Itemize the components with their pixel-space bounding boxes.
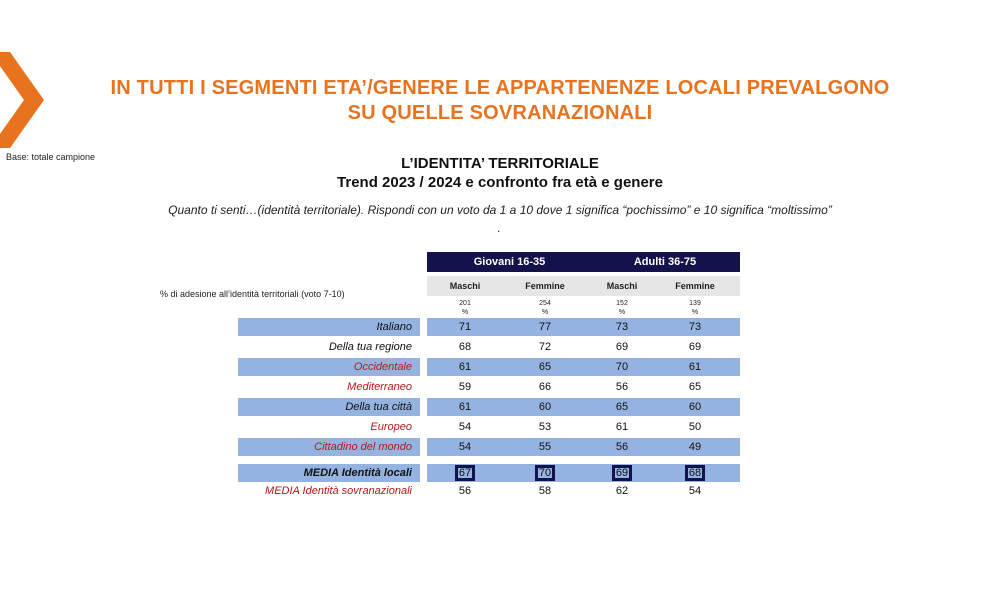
row-label: Mediterraneo: [347, 381, 412, 393]
table-cell: 69: [688, 341, 702, 353]
table-cell: 60: [538, 401, 552, 413]
row-label: Della tua città: [345, 401, 412, 413]
base-n-count: 254: [539, 300, 551, 307]
table-cell: 54: [458, 421, 472, 433]
table-cell: 68: [458, 341, 472, 353]
row-label: Europeo: [370, 421, 412, 433]
gender-head-0: Maschi: [449, 281, 481, 291]
gender-head-3: Femmine: [675, 281, 715, 291]
headline-line-1: IN TUTTI I SEGMENTI ETA’/GENERE LE APPARTENENZE LOCALI PREVALGONO: [110, 77, 890, 99]
section-title-line: L’IDENTITA’ TERRITORIALE: [401, 155, 599, 172]
row-label: MEDIA Identità locali: [303, 467, 412, 479]
base-n-unit: %: [461, 309, 469, 316]
row-label: MEDIA Identità sovranazionali: [265, 485, 412, 497]
table-cell: 61: [688, 361, 702, 373]
table-cell: 61: [615, 421, 629, 433]
section-subtitle-line: Trend 2023 / 2024 e confronto fra età e genere: [337, 174, 663, 191]
table-cell: 73: [688, 321, 702, 333]
table-cell: 56: [458, 485, 472, 497]
row-label: Occidentale: [353, 361, 412, 373]
base-n-2: [592, 299, 652, 317]
table-cell: 55: [538, 441, 552, 453]
table-cell: 65: [615, 401, 629, 413]
row-label: Italiano: [376, 321, 412, 333]
table-cell: 65: [538, 361, 552, 373]
highlight-box: [612, 465, 632, 481]
gender-head-2: Maschi: [606, 281, 638, 291]
group-header-1: Adulti 36-75: [590, 252, 740, 272]
highlight-box: [535, 465, 555, 481]
base-n-unit: %: [691, 309, 699, 316]
table-cell: 56: [615, 441, 629, 453]
table-cell: 49: [688, 441, 702, 453]
page-headline: [0, 76, 1000, 126]
base-n-3: [665, 299, 725, 317]
base-n-count: 139: [689, 300, 701, 307]
base-n-count: 152: [616, 300, 628, 307]
base-n-1: [515, 299, 575, 317]
headline-line-2: SU QUELLE SOVRANAZIONALI: [347, 102, 653, 124]
table-cell: 68: [688, 467, 702, 479]
highlight-box: [455, 465, 475, 481]
table-cell: 61: [458, 401, 472, 413]
base-n-unit: %: [618, 309, 626, 316]
table-cell: 69: [615, 341, 629, 353]
row-label: Della tua regione: [328, 341, 412, 353]
table-cell: 60: [688, 401, 702, 413]
table-cell: 71: [458, 321, 472, 333]
table-cell: 66: [538, 381, 552, 393]
table-cell: 62: [615, 485, 629, 497]
question-dot: .: [497, 221, 501, 235]
table-cell: 67: [458, 467, 472, 479]
section-title: [0, 154, 1000, 192]
question-text: Quanto ti senti…(identità territoriale). Rispondi con un voto da 1 a 10 dove 1 significa “pochissimo” e 10 significa “moltissimo”: [168, 203, 832, 217]
table-cell: 72: [538, 341, 552, 353]
table-cell: 54: [458, 441, 472, 453]
table-cell: 70: [538, 467, 552, 479]
base-note: Base: totale campione: [6, 152, 96, 162]
table-cell: 65: [688, 381, 702, 393]
table-cell: 77: [538, 321, 552, 333]
table-cell: 61: [458, 361, 472, 373]
highlight-box: [685, 465, 705, 481]
base-n-0: [435, 299, 495, 317]
table-cell: 53: [538, 421, 552, 433]
base-n-unit: %: [541, 309, 549, 316]
table-cell: 54: [688, 485, 702, 497]
table-cell: 59: [458, 381, 472, 393]
table-cell: 56: [615, 381, 629, 393]
table-cell: 58: [538, 485, 552, 497]
table-cell: 69: [615, 467, 629, 479]
adhesion-label: % di adesione all’identità territoriali (voto 7-10): [160, 289, 345, 299]
base-n-count: 201: [459, 300, 471, 307]
gender-head-1: Femmine: [525, 281, 565, 291]
group-header-0: Giovani 16-35: [427, 252, 592, 272]
table-cell: 70: [615, 361, 629, 373]
table-cell: 73: [615, 321, 629, 333]
table-cell: 50: [688, 421, 702, 433]
row-label: Cittadino del mondo: [314, 441, 412, 453]
